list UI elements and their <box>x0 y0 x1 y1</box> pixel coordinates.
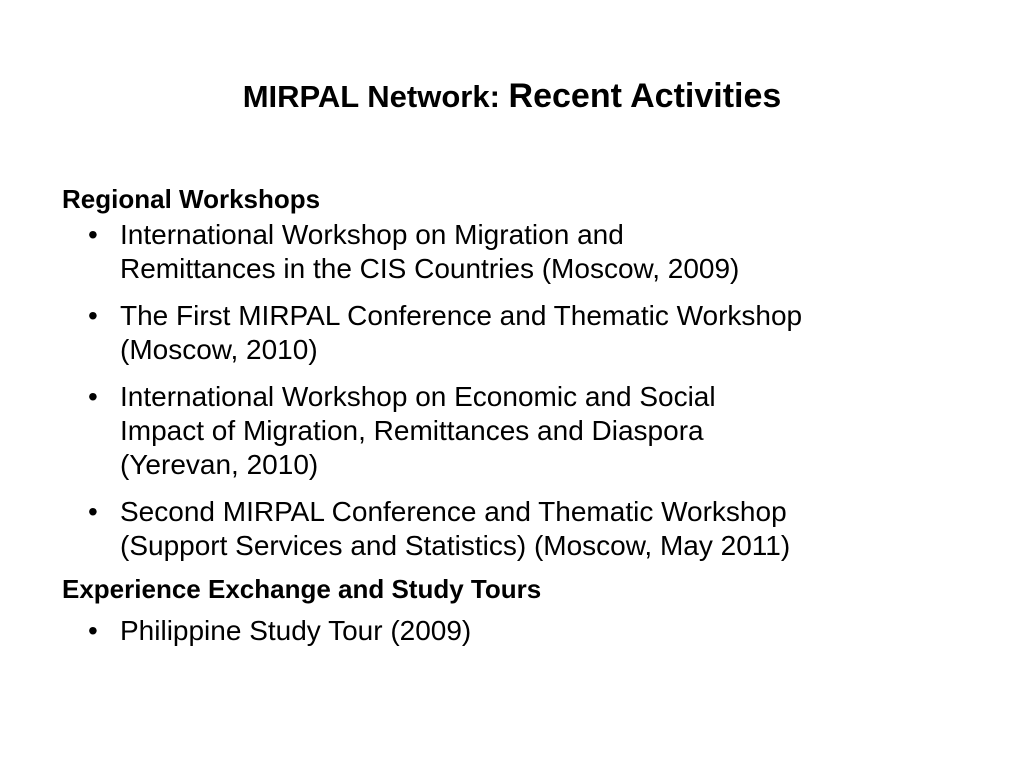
section-regional-workshops <box>62 180 982 563</box>
list-item-line: (Support Services and Statistics) (Moscow, May 2011) <box>120 530 791 561</box>
slide-title <box>0 74 1024 125</box>
list-item-line: Second MIRPAL Conference and Thematic Workshop <box>120 496 787 527</box>
bullet-list <box>62 218 982 563</box>
list-item <box>62 299 982 367</box>
list-item-line: Remittances in the CIS Countries (Moscow, 2009) <box>120 253 740 284</box>
list-item-line: (Yerevan, 2010) <box>120 449 319 480</box>
list-item-line: International Workshop on Migration and <box>120 219 624 250</box>
slide-title-prefix: MIRPAL Network: <box>242 79 509 114</box>
list-item <box>62 495 982 563</box>
bullet-icon: • <box>88 381 98 412</box>
list-item <box>62 218 982 286</box>
list-item-line: The First MIRPAL Conference and Thematic Workshop <box>120 300 803 331</box>
section-experience-exchange <box>62 570 982 648</box>
list-item-line: (Moscow, 2010) <box>120 334 318 365</box>
slide-title-main: Recent Activities <box>508 77 782 115</box>
slide-body <box>62 180 982 661</box>
bullet-list <box>62 614 982 648</box>
list-item-line: Impact of Migration, Remittances and Diaspora <box>120 415 704 446</box>
list-item <box>62 380 982 482</box>
list-item-line: Philippine Study Tour (2009) <box>120 615 472 646</box>
bullet-icon: • <box>88 300 98 331</box>
bullet-icon: • <box>88 219 98 250</box>
list-item <box>62 614 982 648</box>
section-heading: Experience Exchange and Study Tours <box>62 574 542 604</box>
list-item-line: International Workshop on Economic and Social <box>120 381 716 412</box>
bullet-icon: • <box>88 615 98 646</box>
section-heading: Regional Workshops <box>62 184 321 214</box>
bullet-icon: • <box>88 496 98 527</box>
